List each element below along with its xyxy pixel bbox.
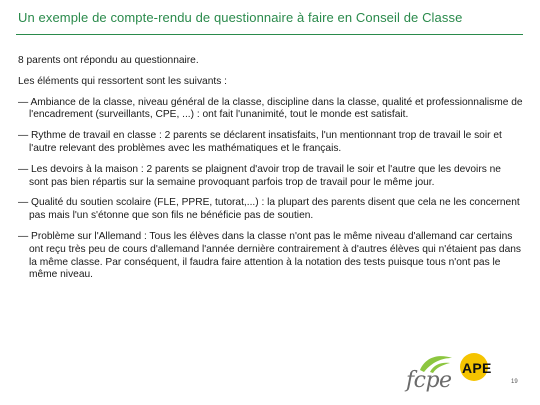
page-number: 19: [511, 379, 518, 385]
bullet-item: — Les devoirs à la maison : 2 parents se plaignent d'avoir trop de travail le soir et l'autre que les devoirs ne sont pas bien répartis sur la semaine provoquant parfois trop de travail pour le même jour.: [18, 163, 501, 188]
slide-body: [18, 55, 523, 290]
bullet-item: — Rythme de travail en classe : 2 parents se déclarent insatisfaits, l'un mentionnant trop de travail le soir et l'autre relevant des problèmes avec les mathématiques et le français.: [18, 130, 502, 154]
bullet-item: — Ambiance de la classe, niveau général de la classe, discipline dans la classe, qualité et professionnalisme de l'encadrement (surveillants, CPE, ...) : ont fait l'unanimité, tout le monde est satisfait.: [18, 96, 523, 121]
bullet-item: — Problème sur l'Allemand : Tous les élèves dans la classe n'ont pas le même niveau d'allemand car certains ont reçu très peu de cours d'allemand l'année dernière contrairement à d'autres élèves qui n'étaient pas dans la même classe. Par conséquent, il faudra faire attention à la notation des tests puisque tous n'ont pas le même niveau.: [18, 230, 521, 281]
title-divider: [16, 34, 523, 35]
fcpe-logo: fcpe: [406, 368, 452, 393]
intro-text: 8 parents ont répondu au questionnaire.: [18, 55, 199, 66]
slide-title: Un exemple de compte-rendu de questionnaire à faire en Conseil de Classe: [18, 10, 463, 25]
ape-logo-text: APE: [462, 360, 492, 376]
ape-logo: [458, 356, 506, 396]
footer-logos: [402, 350, 532, 400]
lead-text: Les éléments qui ressortent sont les suivants :: [18, 75, 227, 87]
bullet-item: — Qualité du soutien scolaire (FLE, PPRE, tutorat,...) : la plupart des parents disent que cela ne les concernent pas mais l'un s'étonne que son fils ne bénéficie pas de soutien.: [18, 197, 520, 222]
